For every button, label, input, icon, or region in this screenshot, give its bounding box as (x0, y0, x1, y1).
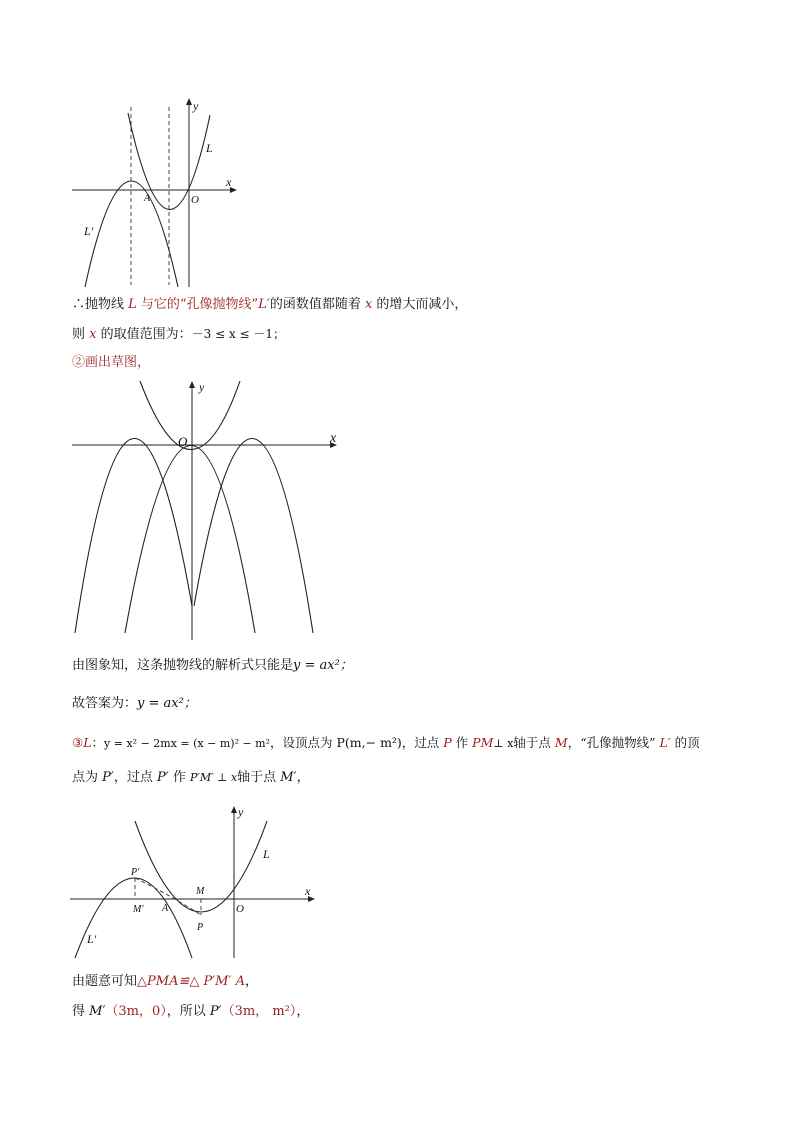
fig1-y-label: y (193, 99, 199, 113)
line1-end: 的增大而减小， (372, 297, 468, 312)
line6-PM: PM (472, 735, 494, 750)
line9-Pp: P′ (209, 1004, 222, 1019)
text-line-3: ②画出草图， (72, 355, 151, 370)
line9-prefix: 得 (72, 1004, 90, 1019)
text-line-2 (72, 325, 285, 344)
fig1-O-label: O (191, 194, 199, 206)
line9-mid: ，所以 (166, 1004, 210, 1019)
line6-foot: 轴于点 (513, 735, 555, 750)
line1-x: x (364, 297, 373, 312)
line7-Pp2: P′ (156, 770, 169, 785)
line6-act: 作 (451, 735, 473, 750)
line9-coord1: （3m，0） (105, 1004, 167, 1019)
line8-end: ， (244, 974, 258, 989)
fig1-Lp-label: L′ (84, 224, 94, 238)
line7-Mp: M′ (280, 770, 297, 785)
line9-Mp: M′ (89, 1004, 106, 1019)
line8-tri: △PMA≌△ P′M′ A (137, 974, 245, 989)
line9-end: ， (296, 1004, 310, 1019)
fig2-x-label: x (330, 431, 337, 446)
line6-tail: ，“孔像抛物线” (567, 735, 660, 750)
parabola-L (135, 821, 267, 912)
text-line-1 (72, 296, 467, 314)
line6-vertex: ，设顶点为 P(m,− m²)，过点 (270, 735, 444, 750)
y-axis-arrow (189, 381, 195, 388)
text-line-9 (72, 1003, 309, 1021)
fig3-A-label: A (162, 903, 169, 914)
line5-prefix: 故答案为： (72, 696, 138, 711)
line1-mid: 与它的“孔像抛物线” (136, 297, 259, 312)
fig3-Lp-label: L′ (87, 932, 97, 946)
figure-1-graph (60, 95, 250, 290)
line1-L: L (128, 297, 137, 312)
parabola-L-prime (85, 181, 178, 287)
text-line-6 (72, 734, 700, 753)
line6-L: L (83, 735, 92, 750)
line7-seg: P′M′ ⊥ x (189, 771, 238, 784)
fig3-x-label: x (305, 884, 311, 898)
parabola-small-down (125, 446, 255, 634)
line2-range: －3 ≤ x ≤ －1； (191, 327, 286, 341)
line6-num: ③ (72, 735, 84, 750)
y-axis-arrow (231, 806, 237, 813)
line6-last: 的顶 (670, 735, 700, 750)
fig1-L-label: L (206, 141, 213, 155)
line2-x: x (89, 327, 97, 342)
text-line-5 (72, 695, 197, 713)
line7-mid: ，过点 (113, 770, 157, 785)
fig3-Pp-label: P′ (131, 867, 140, 878)
fig1-x-label: x (226, 175, 232, 189)
text-line-4 (72, 657, 353, 675)
parabola-L-prime (75, 878, 192, 958)
fig1-A-label: A (144, 193, 151, 204)
line2-mid: 的取值范围为： (96, 327, 192, 342)
parabola-left (75, 438, 192, 633)
line2-prefix: 则 (72, 327, 90, 342)
fig2-y-label: y (199, 380, 205, 394)
fig3-P-label: P (197, 922, 204, 933)
line7-prefix: 点为 (72, 770, 103, 785)
line6-P: P (443, 735, 452, 750)
parabola-narrow-up (140, 381, 240, 450)
line9-coord2: （3m， m²） (221, 1004, 297, 1019)
line8-prefix: 由题意可知 (72, 974, 138, 989)
line6-perp: ⊥ x (493, 737, 514, 750)
line4-formula: y = ax²； (293, 658, 353, 673)
fig3-O-label: O (236, 903, 244, 915)
fig3-Mp-label: M′ (133, 904, 144, 915)
figure-2-graph (70, 378, 350, 643)
line1-suffix: 的函数值都随着 (269, 297, 365, 312)
line1-prefix: ∴抛物线 (72, 297, 129, 312)
line6-colon: ： (91, 735, 105, 750)
line5-formula: y = ax²； (137, 696, 197, 711)
y-axis-arrow (186, 98, 192, 105)
fig3-y-label: y (238, 805, 244, 819)
line7-Pp: P′ (102, 770, 114, 785)
line1-Lp: L′ (258, 297, 270, 312)
line7-tail: 轴于点 (237, 770, 281, 785)
line7-act: 作 (168, 770, 190, 785)
line6-Lp: L′ (659, 735, 671, 750)
fig3-L-label: L (263, 847, 270, 861)
text-line-7 (72, 769, 310, 787)
line6-M: M (554, 735, 568, 750)
fig2-O-label: O (178, 434, 188, 449)
parabola-right (194, 438, 313, 633)
figure-3-graph (65, 803, 320, 963)
fig3-M-label: M (196, 886, 205, 897)
line4-prefix: 由图象知，这条抛物线的解析式只能是 (72, 658, 294, 673)
line7-end: ， (296, 770, 310, 785)
text-line-8 (72, 973, 258, 991)
line6-eq: y = x² − 2mx = (x − m)² − m² (104, 737, 271, 750)
